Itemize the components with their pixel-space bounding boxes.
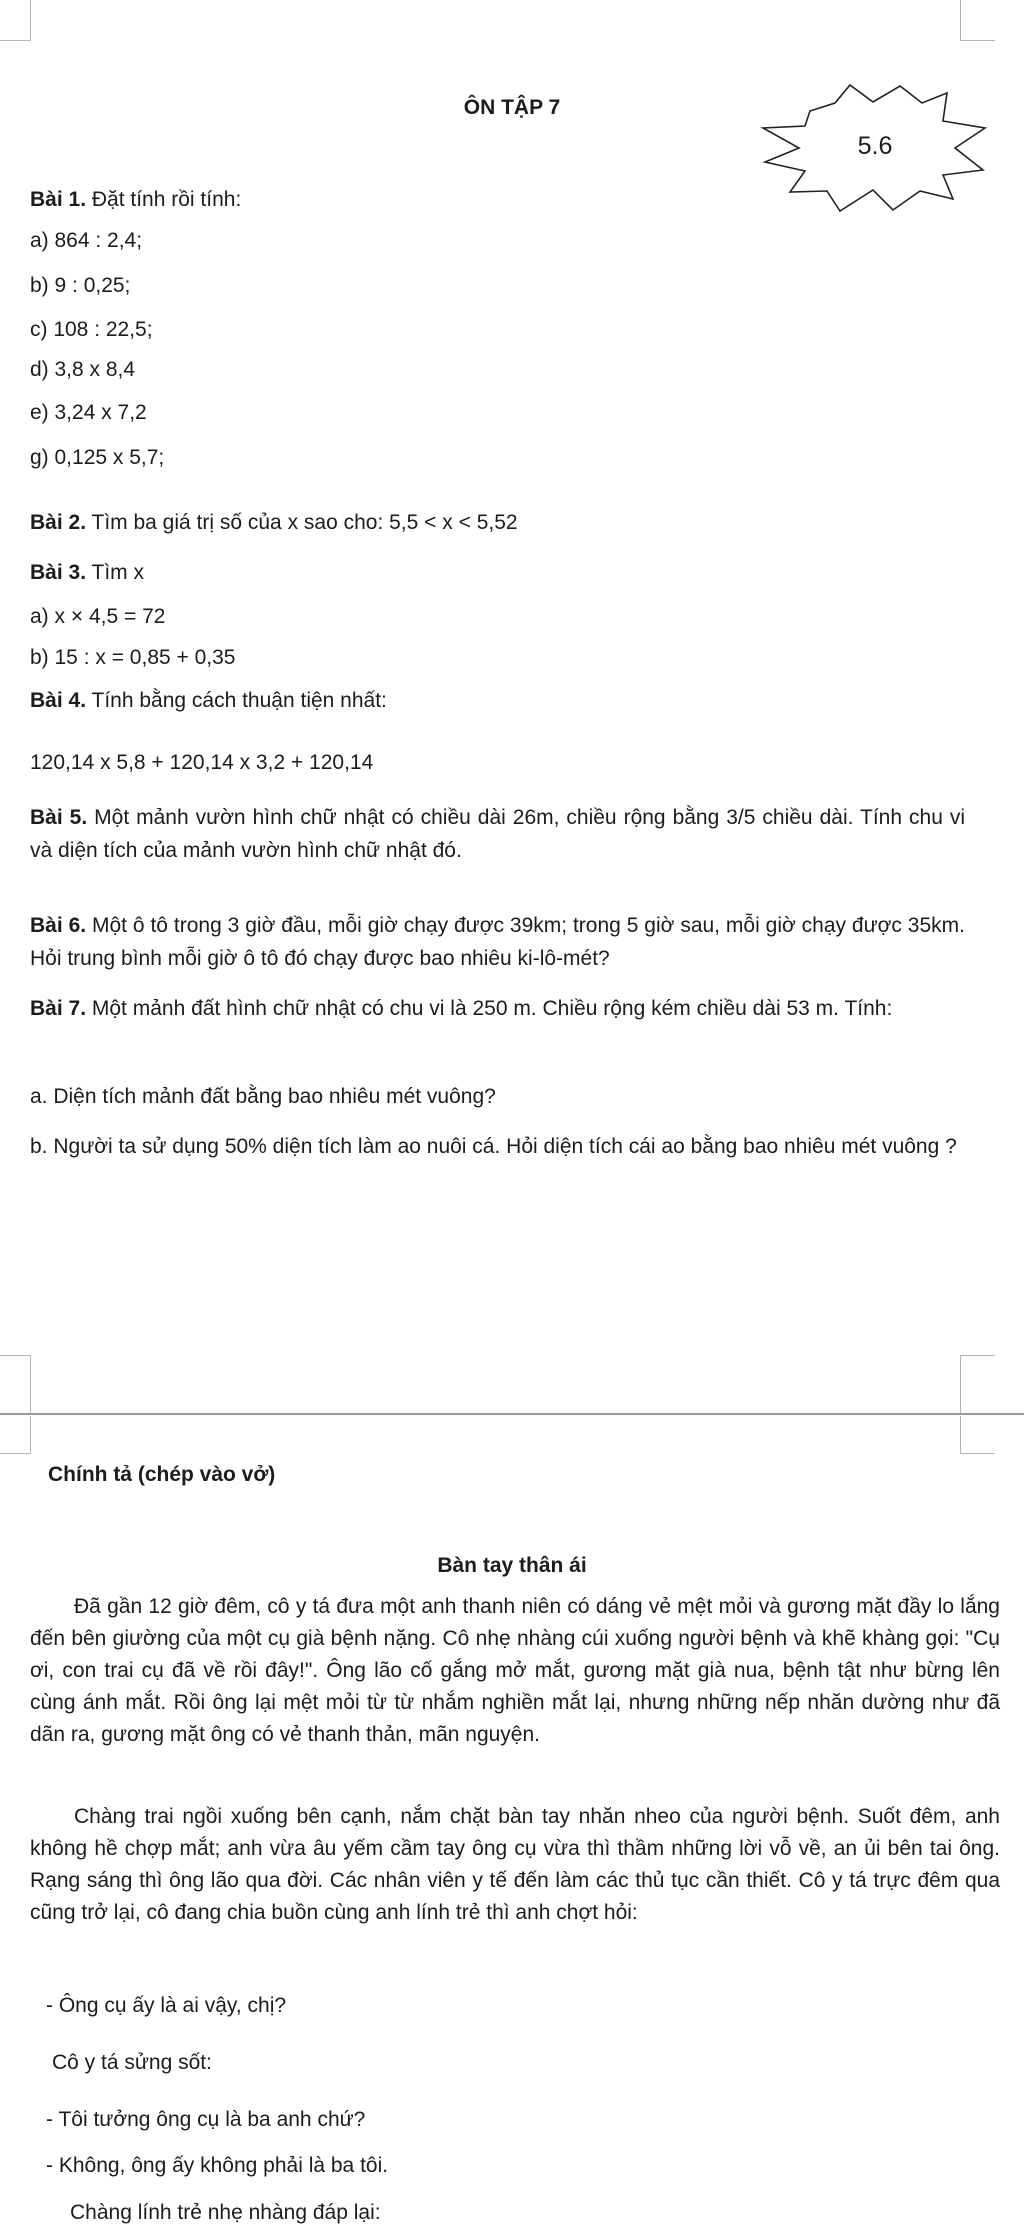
- bai4-heading: [30, 688, 387, 714]
- dictation-line-5: Chàng lính trẻ nhẹ nhàng đáp lại:: [70, 2201, 381, 2224]
- bai4-label: Bài 4.: [30, 689, 87, 712]
- dictation-heading: Chính tả (chép vào vở): [48, 1463, 276, 1486]
- bai7-part-a: a. Diện tích mảnh đất bằng bao nhiêu mét vuông?: [30, 1085, 496, 1108]
- dictation-line-3: - Tôi tưởng ông cụ là ba anh chứ?: [46, 2108, 366, 2131]
- bai1-item-d: d) 3,8 x 8,4: [30, 358, 136, 381]
- dictation-line-1: - Ông cụ ấy là ai vậy, chị?: [46, 1994, 287, 2017]
- dictation-title: Bàn tay thân ái: [437, 1554, 587, 1577]
- dictation-paragraph-1: Đã gần 12 giờ đêm, cô y tá đưa một anh thanh niên có dáng vẻ mệt mỏi và gương mặt đầy lo lắng đến bên giường của một cụ già bệnh nặng. Cô nhẹ nhàng cúi xuống người bệnh và khẽ khàng gọi: "Cụ ơi, con trai cụ đã về rồi đây!". Ông lão cố gắng mở mắt, gương mặt già nua, bệnh tật như bừng lên cùng ánh mắt. Rồi ông lại mệt mỏi từ từ nhắm nghiền mắt lại, nhưng những nếp nhăn dường như đã dãn ra, gương mặt ông có vẻ thanh thản, mãn nguyện.: [30, 1595, 1000, 1746]
- bai1-label: Bài 1.: [30, 188, 87, 211]
- bai4-expression: 120,14 x 5,8 + 120,14 x 3,2 + 120,14: [30, 751, 374, 774]
- bai1-item-e: e) 3,24 x 7,2: [30, 401, 147, 424]
- bai6-label: Bài 6.: [30, 914, 87, 937]
- bai7-part-b: b. Người ta sử dụng 50% diện tích làm ao nuôi cá. Hỏi diện tích cái ao bằng bao nhiêu mét vuông ?: [30, 1135, 957, 1158]
- bai2-text: Tìm ba giá trị số của x sao cho: 5,5 < x < 5,52: [91, 511, 518, 534]
- crop-mark-top-right: [960, 0, 995, 41]
- dictation-paragraph-2: Chàng trai ngồi xuống bên cạnh, nắm chặt bàn tay nhăn nheo của người bệnh. Suốt đêm, anh không hề chợp mắt; anh vừa âu yếm cầm tay ông cụ vừa thì thầm những lời vỗ về, an ủi bên tai ông. Rạng sáng thì ông lão qua đời. Các nhân viên y tế đến làm các thủ tục cần thiết. Cô y tá trực đêm qua cũng trở lại, cô đang chia buồn cùng anh lính trẻ thì anh chợt hỏi:: [30, 1805, 1000, 1924]
- page-separator: [0, 1413, 1024, 1415]
- bai3-item-a: a) x × 4,5 = 72: [30, 605, 166, 628]
- crop-mark-top-right-2: [960, 1416, 995, 1454]
- bai3-heading: [30, 560, 144, 586]
- bai1-item-a: a) 864 : 2,4;: [30, 229, 143, 252]
- bai1-item-g: g) 0,125 x 5,7;: [30, 446, 165, 469]
- crop-mark-bottom-left: [0, 1355, 31, 1413]
- bai1-item-b: b) 9 : 0,25;: [30, 274, 131, 297]
- bai5-text: Một mảnh vườn hình chữ nhật có chiều dài 26m, chiều rộng bằng 3/5 chiều dài. Tính chu vi và diện tích của mảnh vườn hình chữ nhật đó.: [30, 806, 965, 862]
- bai2-label: Bài 2.: [30, 511, 87, 534]
- bai1-heading: [30, 187, 241, 213]
- crop-mark-top-left-2: [0, 1416, 31, 1454]
- bai3-label: Bài 3.: [30, 561, 87, 584]
- score-badge-value: 5.6: [857, 132, 893, 160]
- dictation-line-2: Cô y tá sửng sốt:: [52, 2051, 212, 2074]
- crop-mark-top-left: [0, 0, 31, 41]
- bai5: [30, 801, 965, 867]
- bai6-text: Một ô tô trong 3 giờ đầu, mỗi giờ chạy được 39km; trong 5 giờ sau, mỗi giờ chạy được 35km. Hỏi trung bình mỗi giờ ô tô đó chạy được bao nhiêu ki-lô-mét?: [30, 914, 965, 970]
- bai4-text: Tính bằng cách thuận tiện nhất:: [91, 689, 387, 712]
- bai3-text: Tìm x: [91, 561, 144, 584]
- bai1-text: Đặt tính rồi tính:: [91, 188, 242, 211]
- bai7: [30, 992, 965, 1025]
- bai6: [30, 909, 965, 975]
- crop-mark-bottom-right: [960, 1355, 995, 1413]
- worksheet-title: ÔN TẬP 7: [463, 96, 561, 119]
- bai1-item-c: c) 108 : 22,5;: [30, 318, 153, 341]
- dictation-line-4: - Không, ông ấy không phải là ba tôi.: [46, 2154, 389, 2177]
- bai7-text: Một mảnh đất hình chữ nhật có chu vi là 250 m. Chiều rộng kém chiều dài 53 m. Tính:: [91, 997, 893, 1020]
- bai5-label: Bài 5.: [30, 806, 88, 829]
- bai2: [30, 510, 518, 536]
- bai3-item-b: b) 15 : x = 0,85 + 0,35: [30, 646, 236, 669]
- bai7-label: Bài 7.: [30, 997, 87, 1020]
